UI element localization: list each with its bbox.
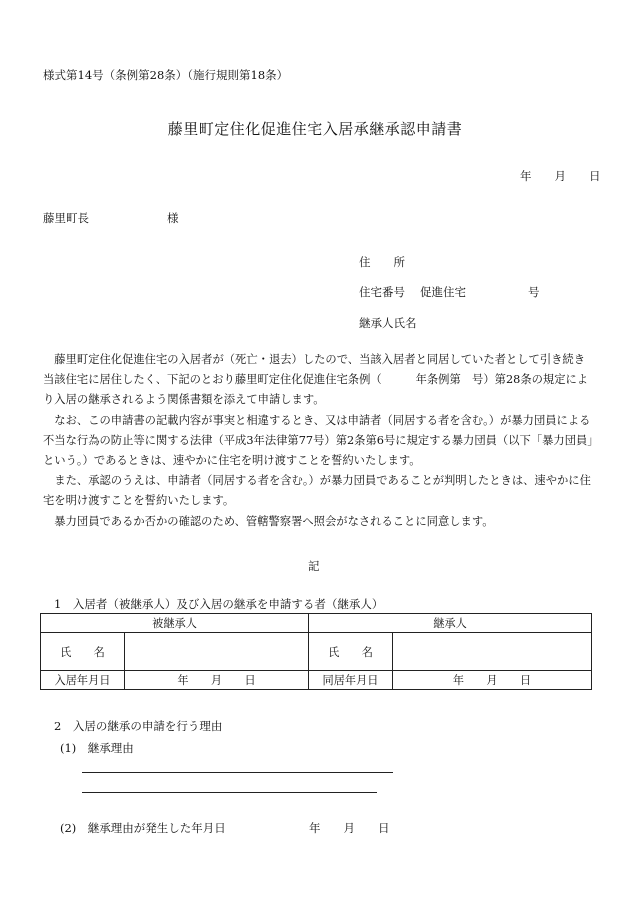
document-title: 藤里町定住化促進住宅入居承継承認申請書	[167, 120, 463, 138]
reason-line-2[interactable]	[82, 792, 377, 793]
address-label: 住 所	[359, 255, 405, 269]
col-header-predecessor: 被継承人	[41, 614, 309, 633]
house-number-suffix: 号	[528, 285, 540, 299]
house-name: 促進住宅	[420, 285, 466, 299]
cohabit-date-field[interactable]: 年 月 日	[393, 671, 592, 690]
section1-heading: 1 入居者（被継承人）及び入居の継承を申請する者（継承人）	[54, 597, 384, 611]
successor-name-label: 氏 名	[309, 633, 393, 671]
successor-name-label: 継承人氏名	[359, 316, 417, 330]
reason-item-label: (1) 継承理由	[60, 741, 134, 755]
predecessor-name-field[interactable]	[125, 633, 309, 671]
reason-line-1[interactable]	[82, 772, 393, 773]
col-header-successor: 継承人	[309, 614, 592, 633]
reason-date-field[interactable]: 年 月 日	[309, 821, 390, 835]
succession-table	[40, 613, 592, 690]
body-paragraph-4: 暴力団員であるか否かの確認のため、管轄警察署へ照会がなされることに同意します。	[54, 514, 494, 528]
application-date: 年 月 日	[520, 169, 601, 183]
form-number: 様式第14号（条例第28条）（施行規則第18条）	[43, 68, 289, 82]
house-number-label: 住宅番号	[359, 285, 405, 299]
cohabit-date-label: 同居年月日	[309, 671, 393, 690]
successor-name-field[interactable]	[393, 633, 592, 671]
body-paragraph-1: 藤里町定住化促進住宅の入居者が（死亡・退去）したので、当該入居者と同居していた者として引き続き当該住宅に居住したく、下記のとおり藤里町定住化促進住宅条例（ 年条例第 号）第28条の規定により入居の継承されるよう関係書類を添えて申請します。	[43, 353, 589, 407]
addressee-name: 藤里町長	[43, 211, 89, 225]
body-paragraph-3: また、承認のうえは、申請者（同居する者を含む。）が暴力団員であることが判明したときは、速やかに住宅を明け渡すことを誓約いたします。	[43, 474, 591, 508]
section2-heading: 2 入居の継承の申請を行う理由	[54, 719, 223, 733]
predecessor-name-label: 氏 名	[41, 633, 125, 671]
move-in-date-label: 入居年月日	[41, 671, 125, 690]
move-in-date-field[interactable]: 年 月 日	[125, 671, 309, 690]
addressee-honorific: 様	[167, 211, 179, 225]
body-paragraph-2: なお、この申請書の記載内容が事実と相違するとき、又は申請者（同居する者を含む。）が暴力団員による不当な行為の防止等に関する法律（平成3年法律第77号）第2条第6号に規定する暴力団員（以下「暴力団員」という。）であるときは、速やかに住宅を明け渡すことを誓約いたします。	[43, 413, 593, 468]
reason-date-label: (2) 継承理由が発生した年月日	[60, 821, 226, 835]
application-body	[43, 350, 595, 532]
ki-heading: 記	[308, 559, 320, 573]
